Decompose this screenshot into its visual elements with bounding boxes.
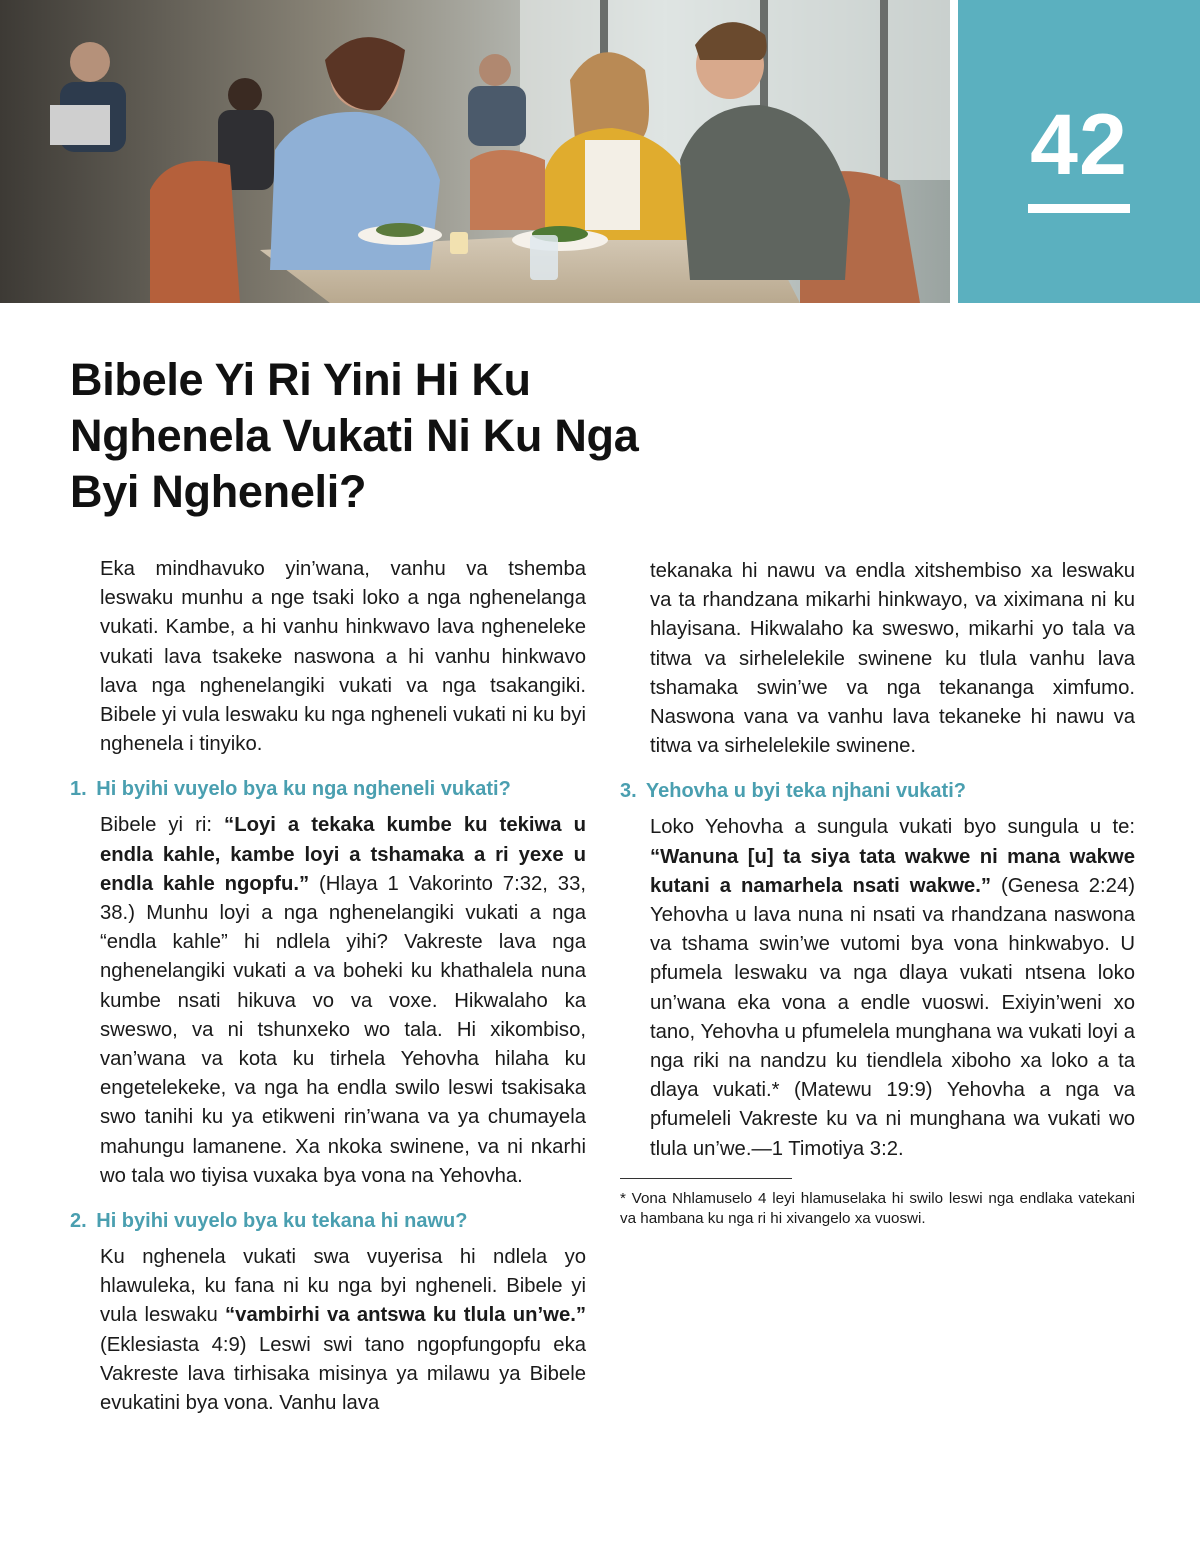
answer-1-body: (Hlaya 1 Vakorinto 7:32, 33, 38.) Munhu loyi a nga nghenelangiki vukati a nga “endla kahle” hi ndlela yihi? Vakreste lava nga nghenelangiki vukati a va boheki ku khathalela nuna kumbe nsati hikuva vo va voxe. Hikwalaho ka sweswo, va ni tshunxeko wo tala. Hi xikombiso, van’wana va kota ku tirhela Yehovha hilaha ku engetelekeke, va nga ha endla swilo leswi tsakisaka swo tanihi ku ya etikweni rin’wana va ya chumayela mahungu lamanene. Xa nkoka swinene, va ni nkarhi wo tala wo tiyisa vuxaka bya vona na Yehovha. xyxy=(100,872,586,1187)
question-2-text: Hi byihi vuyelo bya ku tekana hi nawu? xyxy=(96,1210,468,1233)
answer-2-paragraph xyxy=(70,1243,586,1418)
question-3-number: 3. xyxy=(620,780,637,803)
answer-3-body: (Genesa 2:24) Yehovha u lava nuna ni nsati va rhandzana naswona va tshama swin’we vutomi bya vona hinkwabyo. U pfumela leswaku va nga dlaya vukati ntsena loko un’wana eka vona a endle vuoswi. Exiyin’weni xo tano, Yehovha u pfumelela munghana wa vukati loyi a nga riki na nandzu ku tiendlela xiboho xa loko a ta dlaya vukati.* (Matewu 19:9) Yehovha a nga va pfumeleli Vakreste ku va ni munghana wa vukati wo tlula un’we.—1 Timotiya 3:2. xyxy=(650,874,1135,1160)
answer-2-continued: tekanaka hi nawu va endla xitshembiso xa leswaku va ta rhandzana mikarhi hinkwayo, va xiximana ni ku hlayisana. Hikwalaho ka sweswo, mikarhi yo tala va titwa va sirhelelekile swinene ku tlula vanhu lava tshamaka swin’we va nga tekananga ximfumo. Naswona vana va vanhu lava tekaneke hi nawu va titwa va sirhelelekile swinene. xyxy=(650,560,1135,758)
question-2-heading xyxy=(70,1207,586,1235)
answer-1-lead: Bibele yi ri: xyxy=(100,814,225,837)
lesson-number-badge xyxy=(958,0,1200,303)
lesson-number: 42 xyxy=(1030,97,1128,193)
intro-paragraph: Eka mindhavuko yin’wana, vanhu va tshemba leswaku munhu a nge tsaki loko a nga nghenelanga vukati. Kambe, a hi vanhu hinkwavo lava ngheneleke vukati lava tsakeke naswona a hi vanhu hinkwavo lava nga nghenelangiki vukati va nga tsakangiki. Bibele yi vula leswaku ku nga ngheneli vukati ni ku byi nghenela i tinyiko. xyxy=(100,558,586,756)
badge-underline xyxy=(1028,204,1130,213)
question-1-number: 1. xyxy=(70,778,87,801)
question-2-number: 2. xyxy=(70,1210,87,1233)
question-1-text: Hi byihi vuyelo bya ku nga ngheneli vukati? xyxy=(96,778,511,801)
footnote-divider xyxy=(620,1178,792,1179)
page-title: Bibele Yi Ri Yini Hi Ku Nghenela Vukati Ni Ku Nga Byi Ngheneli? xyxy=(70,354,639,517)
answer-1-quote: “Loyi a tekaka kumbe ku tekiwa u endla kahle, kambe loyi a tshamaka a ri yexe u endla kahle ngopfu.” xyxy=(100,814,586,895)
photo-illustration xyxy=(0,0,950,303)
left-column xyxy=(70,555,586,1418)
question-1-heading xyxy=(70,775,586,803)
answer-3-quote: “Wanuna [u] ta siya tata wakwe ni mana wakwe kutani a namarhela nsati wakwe.” xyxy=(650,845,1135,897)
footnote: * Vona Nhlamuselo 4 leyi hlamuselaka hi swilo leswi nga endlaka vatekani va hambana ku nga ri hi xivangelo xa vuoswi. xyxy=(620,1189,1135,1227)
answer-2-body: (Eklesiasta 4:9) Leswi swi tano ngopfungopfu eka Vakreste lava tirhisaka misinya ya milawu ya Bibele evukatini bya vona. Vanhu lava xyxy=(100,1333,586,1415)
right-column xyxy=(620,557,1135,1229)
answer-3-lead: Loko Yehovha a sungula vukati byo sungula u te: xyxy=(650,816,1135,839)
header-photo xyxy=(0,0,950,303)
answer-3-paragraph xyxy=(620,813,1135,1163)
answer-1-paragraph xyxy=(70,811,586,1191)
answer-2-lead: Ku nghenela vukati swa vuyerisa hi ndlela yo hlawuleka, ku fana ni ku nga byi ngheneli. Bibele yi vula leswaku xyxy=(100,1246,586,1327)
answer-2-quote: “vambirhi va antswa ku tlula un’we.” xyxy=(225,1304,586,1327)
question-3-text: Yehovha u byi teka njhani vukati? xyxy=(645,780,966,803)
question-3-heading xyxy=(620,777,1135,805)
